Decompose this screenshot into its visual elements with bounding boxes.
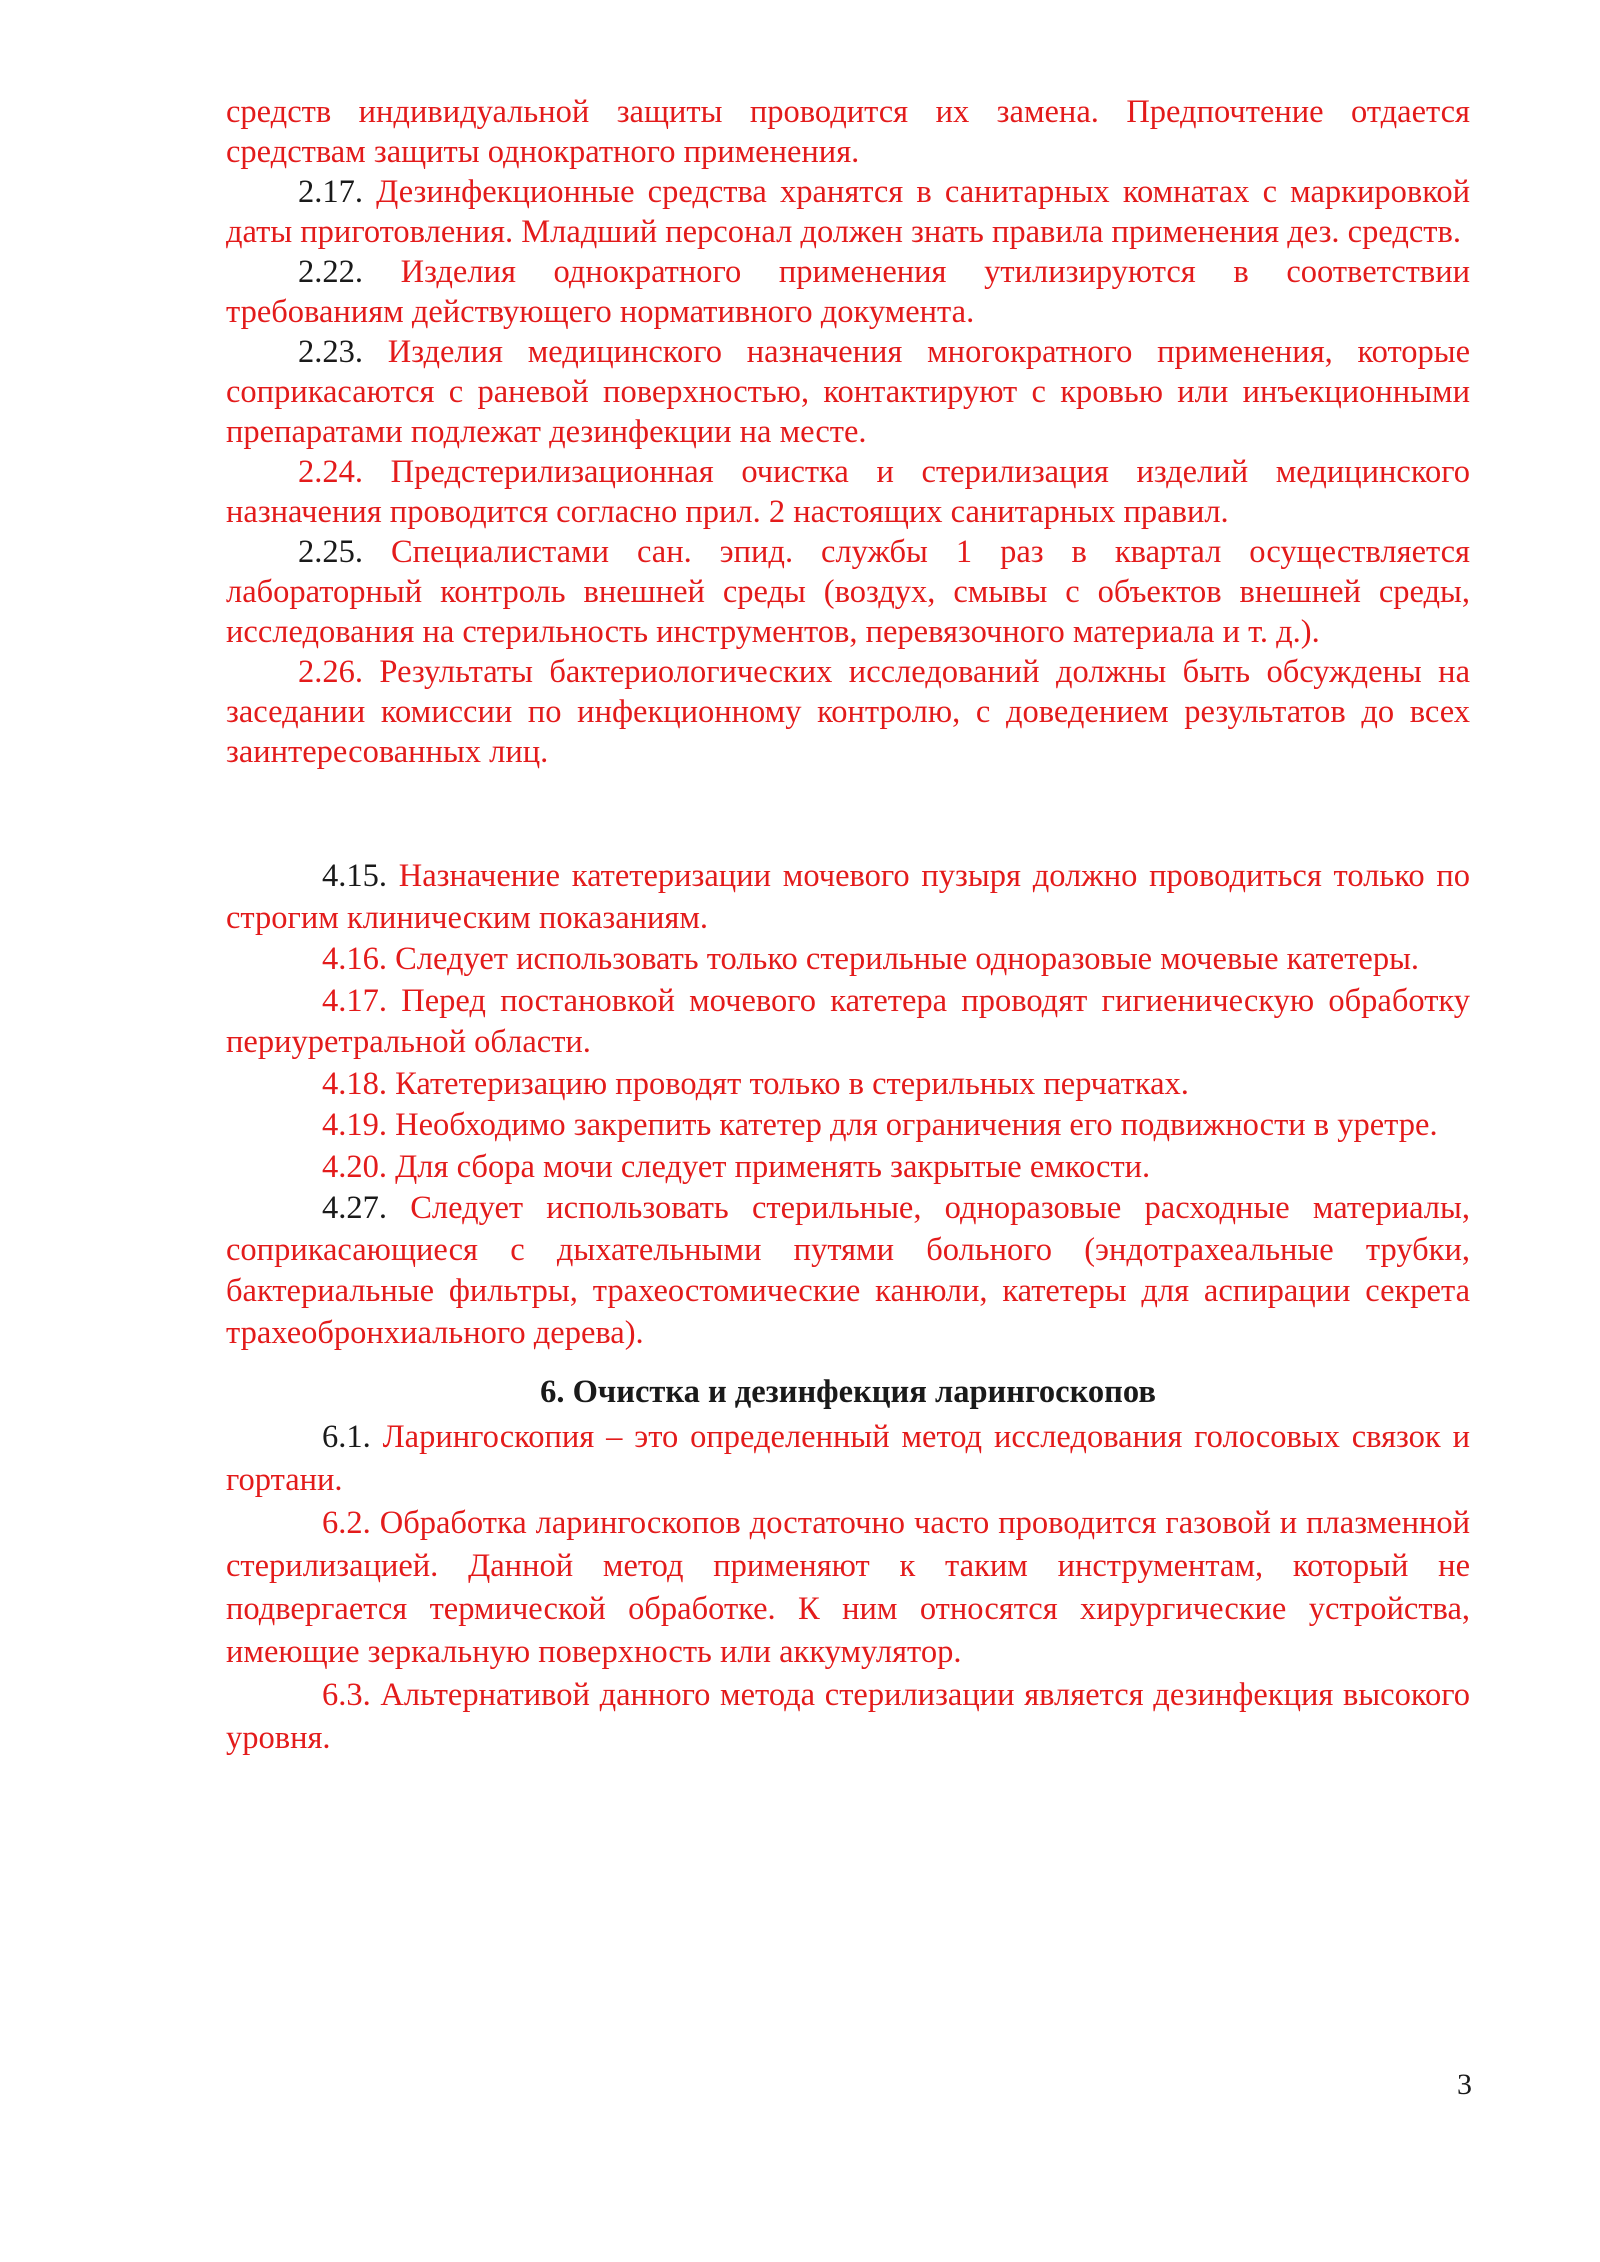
item-4-15: [226, 856, 1470, 939]
item-number: 2.23.: [298, 334, 363, 370]
item-text: Специалистами сан. эпид. службы 1 раз в квартал осуществляется лабораторный контроль внешней среды (воздух, смывы с объектов внешней среды, исследования на стерильность инструментов, перевязочного материала и т. д.).: [226, 534, 1470, 650]
section-2-items: [226, 172, 1470, 772]
item-number: 6.1.: [322, 1419, 371, 1455]
item-4-20: [226, 1147, 1470, 1189]
item-4-18: [226, 1064, 1470, 1106]
item-text: Перед постановкой мочевого катетера проводят гигиеническую обработку периуретральной области.: [226, 982, 1470, 1060]
item-4-16: [226, 939, 1470, 981]
section-6-items: [226, 1416, 1470, 1760]
item-number: 2.25.: [298, 534, 363, 570]
item-text: Дезинфекционные средства хранятся в санитарных комнатах с маркировкой даты приготовления. Младший персонал должен знать правила применения дез. средств.: [226, 174, 1470, 250]
item-6-2: [226, 1502, 1470, 1674]
item-2-25: [226, 532, 1470, 652]
item-2-22: [226, 252, 1470, 332]
item-text: Следует использовать только стерильные одноразовые мочевые катетеры.: [387, 941, 1420, 977]
item-number: 4.18.: [322, 1065, 387, 1102]
item-number: 6.3.: [322, 1677, 371, 1713]
item-text: Следует использовать стерильные, одноразовые расходные материалы, соприкасающиеся с дыхательными путями больного (эндотрахеальные трубки, бактериальные фильтры, трахеостомические канюли, катетеры для аспирации секрета трахеобронхиального дерева).: [226, 1190, 1470, 1351]
item-4-19: [226, 1105, 1470, 1147]
item-2-17: [226, 172, 1470, 252]
item-text: Изделия медицинского назначения многократного применения, которые соприкасаются с раневой поверхностью, контактируют с кровью или инъекционными препаратами подлежат дезинфекции на месте.: [226, 334, 1470, 450]
item-2-24: [226, 452, 1470, 532]
item-4-17: [226, 981, 1470, 1064]
section-gap: [226, 772, 1470, 856]
item-number: 2.22.: [298, 254, 363, 290]
item-text: Изделия однократного применения утилизируются в соответствии требованиям действующего нормативного документа.: [226, 254, 1470, 330]
item-number: 4.15.: [322, 858, 387, 894]
item-text: Назначение катетеризации мочевого пузыря должно проводиться только по строгим клиническим показаниям.: [226, 858, 1470, 936]
item-6-3: [226, 1674, 1470, 1760]
item-number: 4.17.: [322, 982, 387, 1019]
document-page: [226, 92, 1470, 1760]
item-number: 4.27.: [322, 1190, 387, 1226]
item-text: Необходимо закрепить катетер для ограничения его подвижности в уретре.: [387, 1107, 1438, 1143]
intro-paragraph: средств индивидуальной защиты проводится их замена. Предпочтение отдается средствам защиты однократного применения.: [226, 94, 1470, 170]
item-2-23: [226, 332, 1470, 452]
item-text: Обработка ларингоскопов достаточно часто проводится газовой и плазменной стерилизацией. Данной метод применяют к таким инструментам, который не подвергается термической обработке. К ним относятся хирургические устройства, имеющие зеркальную поверхность или аккумулятор.: [226, 1505, 1470, 1670]
item-4-27: [226, 1188, 1470, 1354]
item-number: 4.16.: [322, 941, 387, 977]
item-text: Ларингоскопия – это определенный метод исследования голосовых связок и гортани.: [226, 1419, 1470, 1498]
item-number: 2.24.: [298, 454, 363, 490]
item-number: 2.17.: [298, 174, 363, 210]
item-text: Предстерилизационная очистка и стерилизация изделий медицинского назначения проводится согласно прил. 2 настоящих санитарных правил.: [226, 454, 1470, 530]
item-number: 2.26.: [298, 654, 363, 690]
page-number: 3: [1457, 2068, 1472, 2101]
item-number: 4.20.: [322, 1148, 387, 1185]
section-6-heading: 6. Очистка и дезинфекция ларингоскопов: [540, 1374, 1156, 1410]
item-text: Альтернативой данного метода стерилизации является дезинфекция высокого уровня.: [226, 1677, 1470, 1756]
item-number: 4.19.: [322, 1107, 387, 1143]
item-2-26: [226, 652, 1470, 772]
item-6-1: [226, 1416, 1470, 1502]
item-number: 6.2.: [322, 1505, 371, 1541]
item-text: Для сбора мочи следует применять закрытые емкости.: [387, 1148, 1151, 1185]
item-text: Результаты бактериологических исследований должны быть обсуждены на заседании комиссии по инфекционному контролю, с доведением результатов до всех заинтересованных лиц.: [226, 654, 1470, 770]
item-text: Катетеризацию проводят только в стерильных перчатках.: [387, 1065, 1189, 1102]
section-4-items: [226, 856, 1470, 1354]
